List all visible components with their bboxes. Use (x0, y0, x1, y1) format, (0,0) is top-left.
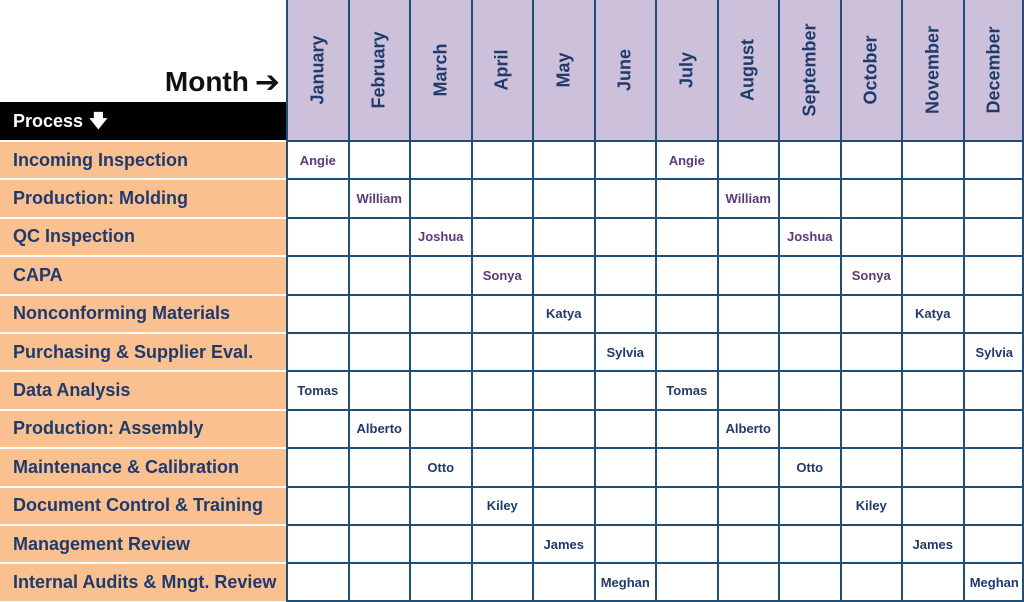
auditor-assignment: Kiley (840, 486, 902, 524)
schedule-cell (840, 217, 902, 255)
schedule-cell (409, 486, 471, 524)
month-header-january (286, 0, 348, 140)
process-label-text: Process (13, 110, 84, 131)
schedule-cell (717, 140, 779, 178)
schedule-cell (963, 486, 1024, 524)
month-header-june (594, 0, 656, 140)
schedule-cell (963, 409, 1024, 447)
schedule-cell (532, 409, 594, 447)
auditor-assignment: James (901, 524, 963, 562)
auditor-assignment: Meghan (594, 562, 656, 600)
schedule-cell (778, 370, 840, 408)
auditor-assignment: Alberto (717, 409, 779, 447)
schedule-cell (348, 217, 410, 255)
schedule-cell (717, 294, 779, 332)
month-header-april (471, 0, 533, 140)
auditor-assignment: Katya (901, 294, 963, 332)
schedule-cell (778, 178, 840, 216)
schedule-cell (471, 524, 533, 562)
schedule-cell (532, 370, 594, 408)
auditor-assignment: Otto (409, 447, 471, 485)
schedule-cell (901, 178, 963, 216)
schedule-cell (286, 486, 348, 524)
process-row-label: Maintenance & Calibration (0, 447, 286, 485)
process-row-label: Document Control & Training (0, 486, 286, 524)
auditor-assignment: Alberto (348, 409, 410, 447)
auditor-assignment: Meghan (963, 562, 1024, 600)
auditor-assignment: Angie (286, 140, 348, 178)
schedule-cell (655, 217, 717, 255)
schedule-cell (901, 140, 963, 178)
schedule-cell (901, 255, 963, 293)
schedule-cell (840, 409, 902, 447)
schedule-cell (348, 140, 410, 178)
schedule-cell (409, 294, 471, 332)
schedule-cell (655, 486, 717, 524)
schedule-cell (348, 294, 410, 332)
schedule-cell (532, 486, 594, 524)
auditor-assignment: Sonya (840, 255, 902, 293)
month-header-label: March (430, 43, 451, 97)
schedule-cell (594, 370, 656, 408)
month-header-label: October (860, 35, 881, 105)
month-header-label: August (737, 39, 758, 101)
schedule-cell (778, 486, 840, 524)
process-row-label: CAPA (0, 255, 286, 293)
schedule-cell (286, 562, 348, 600)
month-header-october (840, 0, 902, 140)
auditor-assignment: William (717, 178, 779, 216)
schedule-cell (286, 332, 348, 370)
schedule-cell (594, 217, 656, 255)
schedule-cell (348, 562, 410, 600)
month-header-label: September (799, 23, 820, 117)
schedule-cell (532, 255, 594, 293)
auditor-assignment: Joshua (409, 217, 471, 255)
schedule-cell (778, 140, 840, 178)
schedule-cell (471, 447, 533, 485)
month-header-label: July (676, 51, 697, 89)
schedule-cell (594, 409, 656, 447)
schedule-cell (778, 255, 840, 293)
schedule-cell (840, 140, 902, 178)
schedule-cell (471, 370, 533, 408)
month-header-august (717, 0, 779, 140)
schedule-cell (532, 332, 594, 370)
schedule-cell (409, 409, 471, 447)
schedule-cell (717, 217, 779, 255)
schedule-cell (963, 217, 1024, 255)
month-header-september (778, 0, 840, 140)
schedule-cell (963, 370, 1024, 408)
month-header-may (532, 0, 594, 140)
month-header-label: November (922, 25, 943, 115)
auditor-assignment: Tomas (286, 370, 348, 408)
schedule-cell (594, 294, 656, 332)
schedule-cell (778, 524, 840, 562)
schedule-cell (717, 562, 779, 600)
schedule-cell (286, 255, 348, 293)
schedule-cell (532, 217, 594, 255)
auditor-assignment: Tomas (655, 370, 717, 408)
auditor-assignment: Sylvia (963, 332, 1024, 370)
schedule-cell (840, 178, 902, 216)
schedule-cell (840, 524, 902, 562)
auditor-assignment: Angie (655, 140, 717, 178)
schedule-cell (901, 409, 963, 447)
schedule-cell (840, 562, 902, 600)
schedule-cell (963, 178, 1024, 216)
schedule-cell (532, 562, 594, 600)
schedule-cell (655, 524, 717, 562)
schedule-cell (778, 294, 840, 332)
schedule-cell (532, 178, 594, 216)
schedule-cell (594, 447, 656, 485)
arrow-right-icon: ➔ (254, 66, 280, 99)
schedule-cell (655, 562, 717, 600)
process-row-label: Production: Assembly (0, 409, 286, 447)
schedule-cell (409, 332, 471, 370)
month-header-december (963, 0, 1024, 140)
schedule-cell (840, 370, 902, 408)
schedule-cell (901, 562, 963, 600)
schedule-cell (778, 332, 840, 370)
schedule-cell (348, 370, 410, 408)
arrow-down-icon: 🡇 (89, 111, 108, 131)
schedule-cell (655, 409, 717, 447)
schedule-cell (655, 255, 717, 293)
schedule-cell (471, 294, 533, 332)
schedule-cell (594, 255, 656, 293)
auditor-assignment: William (348, 178, 410, 216)
schedule-cell (655, 178, 717, 216)
schedule-cell (901, 217, 963, 255)
process-axis-label (0, 102, 286, 140)
schedule-cell (471, 409, 533, 447)
schedule-cell (594, 178, 656, 216)
process-row-label: Data Analysis (0, 370, 286, 408)
schedule-cell (963, 524, 1024, 562)
month-header-label: January (307, 35, 328, 105)
schedule-cell (286, 524, 348, 562)
schedule-cell (471, 140, 533, 178)
schedule-cell (840, 294, 902, 332)
schedule-cell (717, 524, 779, 562)
schedule-cell (409, 140, 471, 178)
schedule-cell (409, 562, 471, 600)
auditor-assignment: Sylvia (594, 332, 656, 370)
auditor-assignment: James (532, 524, 594, 562)
schedule-cell (471, 217, 533, 255)
schedule-cell (532, 447, 594, 485)
schedule-cell (348, 332, 410, 370)
month-header-label: May (553, 52, 574, 88)
schedule-cell (286, 294, 348, 332)
schedule-cell (286, 447, 348, 485)
auditor-assignment: Kiley (471, 486, 533, 524)
month-header-february (348, 0, 410, 140)
schedule-cell (778, 562, 840, 600)
month-header-label: December (983, 26, 1004, 114)
schedule-cell (717, 486, 779, 524)
schedule-cell (963, 140, 1024, 178)
auditor-assignment: Joshua (778, 217, 840, 255)
schedule-cell (963, 255, 1024, 293)
schedule-cell (471, 178, 533, 216)
auditor-assignment: Sonya (471, 255, 533, 293)
process-row-label: Incoming Inspection (0, 140, 286, 178)
process-row-label: Management Review (0, 524, 286, 562)
schedule-cell (348, 524, 410, 562)
schedule-cell (409, 178, 471, 216)
schedule-cell (717, 255, 779, 293)
process-row-label: Production: Molding (0, 178, 286, 216)
schedule-cell (901, 447, 963, 485)
schedule-cell (717, 447, 779, 485)
auditor-assignment: Katya (532, 294, 594, 332)
schedule-cell (594, 486, 656, 524)
schedule-cell (471, 562, 533, 600)
schedule-cell (717, 370, 779, 408)
schedule-cell (409, 524, 471, 562)
schedule-cell (963, 294, 1024, 332)
month-header-march (409, 0, 471, 140)
schedule-cell (348, 486, 410, 524)
month-axis-label (0, 0, 286, 102)
month-header-label: April (491, 49, 512, 91)
auditor-assignment: Otto (778, 447, 840, 485)
process-row-label: Internal Audits & Mngt. Review (0, 562, 286, 600)
schedule-cell (840, 447, 902, 485)
schedule-cell (901, 486, 963, 524)
schedule-cell (655, 447, 717, 485)
schedule-cell (901, 370, 963, 408)
month-label-text: Month (164, 66, 249, 97)
process-row-label: QC Inspection (0, 217, 286, 255)
schedule-cell (348, 255, 410, 293)
schedule-cell (963, 447, 1024, 485)
schedule-cell (409, 255, 471, 293)
schedule-cell (594, 524, 656, 562)
schedule-cell (717, 332, 779, 370)
schedule-cell (655, 332, 717, 370)
month-header-july (655, 0, 717, 140)
process-row-label: Purchasing & Supplier Eval. (0, 332, 286, 370)
schedule-cell (594, 140, 656, 178)
month-header-label: February (368, 31, 389, 109)
process-row-label: Nonconforming Materials (0, 294, 286, 332)
schedule-cell (655, 294, 717, 332)
schedule-cell (286, 178, 348, 216)
month-header-november (901, 0, 963, 140)
schedule-cell (532, 140, 594, 178)
schedule-cell (840, 332, 902, 370)
schedule-cell (901, 332, 963, 370)
schedule-cell (778, 409, 840, 447)
month-header-label: June (614, 48, 635, 92)
schedule-cell (471, 332, 533, 370)
schedule-cell (348, 447, 410, 485)
schedule-cell (409, 370, 471, 408)
schedule-cell (286, 409, 348, 447)
schedule-cell (286, 217, 348, 255)
